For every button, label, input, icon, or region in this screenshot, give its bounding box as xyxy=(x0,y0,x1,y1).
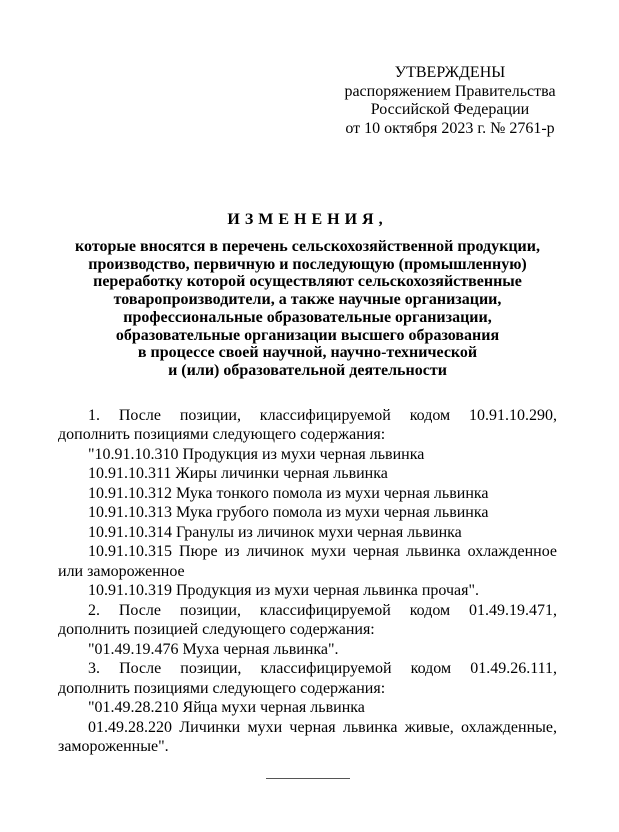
title-line: и (или) образовательной деятельности xyxy=(168,361,447,379)
body-paragraph: 10.91.10.319 Продукция из мухи черная львинка прочая". xyxy=(88,582,480,600)
body-paragraph: 10.91.10.314 Гранулы из личинок мухи черная львинка xyxy=(88,523,462,541)
title-line: образовательные организации высшего образования xyxy=(115,326,500,344)
body-paragraph: 1. После позиции, классифицируемой кодом 10.91.10.290, дополнить позициями следующего содержания: xyxy=(58,406,557,444)
body-paragraph: 10.91.10.311 Жиры личинки черная львинка xyxy=(88,465,388,483)
title-line: переработку которой осуществляют сельскохозяйственные xyxy=(93,273,522,291)
title-line: профессиональные образовательные организации, xyxy=(123,308,492,326)
approval-line-order: распоряжением Правительства xyxy=(344,82,556,100)
title-line: производство, первичную и последующую (промышленную) xyxy=(88,255,527,273)
body-paragraph: 10.91.10.315 Пюре из личинок мухи черная львинка охлажденное или замороженное xyxy=(58,543,557,580)
approval-line-approved: УТВЕРЖДЕНЫ xyxy=(394,64,506,81)
approval-line-government: Российской Федерации xyxy=(370,101,530,118)
body-paragraph: 10.91.10.312 Мука тонкого помола из мухи черная львинка xyxy=(88,484,489,502)
title-line: товаропроизводители, а также научные организации, xyxy=(113,291,502,309)
approval-line-date-number: от 10 октября 2023 г. № 2761-р xyxy=(345,119,555,137)
body-paragraph: "01.49.19.476 Муха черная львинка". xyxy=(88,640,339,658)
body-paragraph: 3. После позиции, классифицируемой кодом 01.49.26.111, дополнить позициями следующего содержания: xyxy=(58,660,557,697)
title-subtitle xyxy=(58,238,557,380)
title-line: которые вносятся в перечень сельскохозяйственной продукции, xyxy=(75,238,540,255)
body-paragraph: 2. После позиции, классифицируемой кодом 01.49.19.471, дополнить позицией следующего содержания: xyxy=(58,601,557,639)
body-paragraph: "01.49.28.210 Яйца мухи черная львинка xyxy=(88,699,365,717)
document-body xyxy=(58,406,557,757)
body-paragraph: 10.91.10.313 Мука грубого помола из мухи черная львинка xyxy=(88,504,489,522)
document-title: ИЗМЕНЕНИЯ, xyxy=(227,211,388,228)
title-line: в процессе своей научной, научно-технической xyxy=(137,344,478,362)
approval-block xyxy=(343,64,557,138)
footer-rule xyxy=(266,778,350,779)
body-paragraph: 01.49.28.220 Личинки мухи черная львинка живые, охлажденные, замороженные". xyxy=(58,718,557,756)
body-paragraph: "10.91.10.310 Продукция из мухи черная львинка xyxy=(88,445,425,463)
title-block xyxy=(58,211,557,380)
